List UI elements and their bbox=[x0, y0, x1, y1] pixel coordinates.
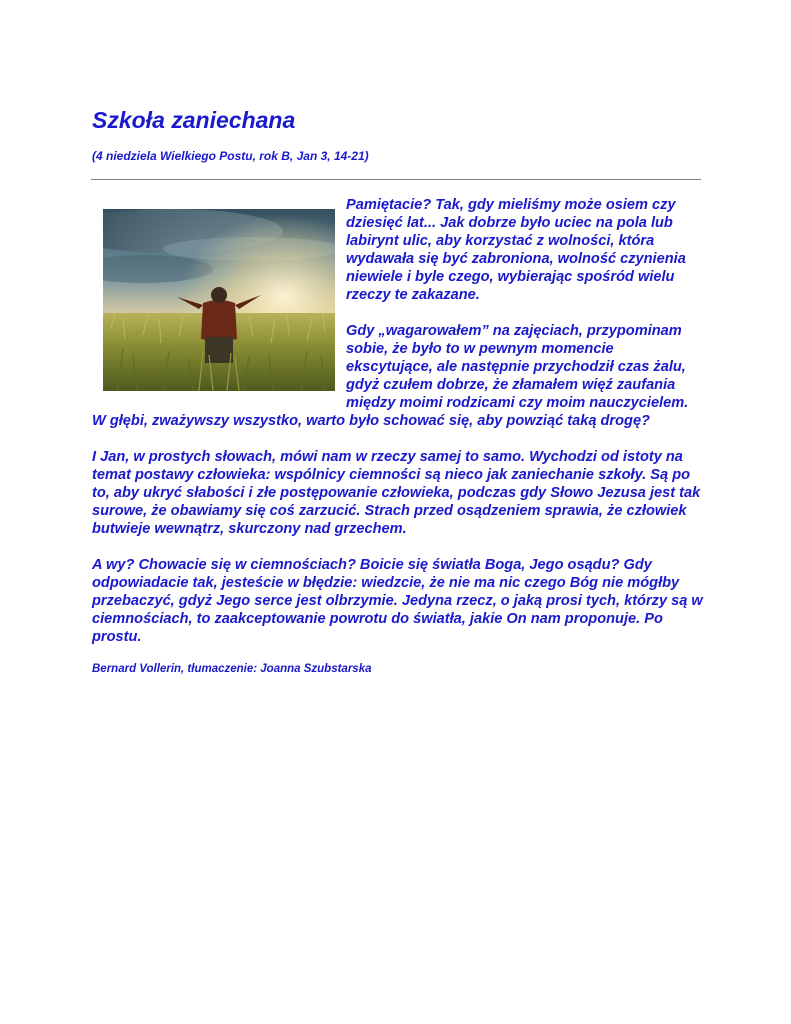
document-title: Szkoła zaniechana bbox=[92, 107, 296, 133]
article-body bbox=[92, 196, 704, 664]
paragraph-3: I Jan, w prostych słowach, mówi nam w rzeczy samej to samo. Wychodzi od istoty na temat postawy człowieka: wspólnicy ciemności są nieco jak zaniechanie szkoły. Są po to, aby ukryć słabości i złe postępowanie człowieka, podczas gdy Słowo Jezusa jest tak surowe, że obawiamy się coś zarzucić. Strach przed osądzeniem sprawia, że człowiek butwieje wewnątrz, skurczony nad grzechem. bbox=[92, 449, 701, 537]
horizontal-divider bbox=[91, 179, 701, 180]
document-subtitle: (4 niedziela Wielkiego Postu, rok B, Jan 3, 14-21) bbox=[92, 149, 369, 163]
child-in-field-photo bbox=[103, 209, 335, 391]
paragraph-1: Pamiętacie? Tak, gdy mieliśmy może osiem czy dziesięć lat... Jak dobrze było uciec na pola lub labirynt ulic, aby korzystać z wolności, która wydawała się być zabroniona, wolność czynienia niewiele i byle czego, wybierając spośród wielu rzeczy te zakazane. bbox=[346, 197, 686, 303]
author-signature: Bernard Vollerin, tłumaczenie: Joanna Szubstarska bbox=[92, 663, 372, 675]
paragraph-4: A wy? Chowacie się w ciemnościach? Boicie się światła Boga, Jego osądu? Gdy odpowiadacie tak, jesteście w błędzie: wiedzcie, że nie ma nic czego Bóg nie mógłby przebaczyć, gdyż Jego serce jest olbrzymie. Jedyna rzecz, o jaką prosi tych, którzy są w ciemnościach, to zaakceptowanie powrotu do światła, jakie On nam proponuje. Po prostu. bbox=[92, 557, 703, 645]
paragraph-2: Gdy „wagarowałem” na zajęciach, przypominam sobie, że było to w pewnym momencie ekscytujące, ale następnie przychodził czas żalu, gdyż czułem dobrze, że złamałem więź zaufania między moimi rodzicami czy moim nauczycielem. W głębi, zważywszy wszystko, warto było schować się, aby powziąć taką drogę? bbox=[92, 323, 689, 429]
